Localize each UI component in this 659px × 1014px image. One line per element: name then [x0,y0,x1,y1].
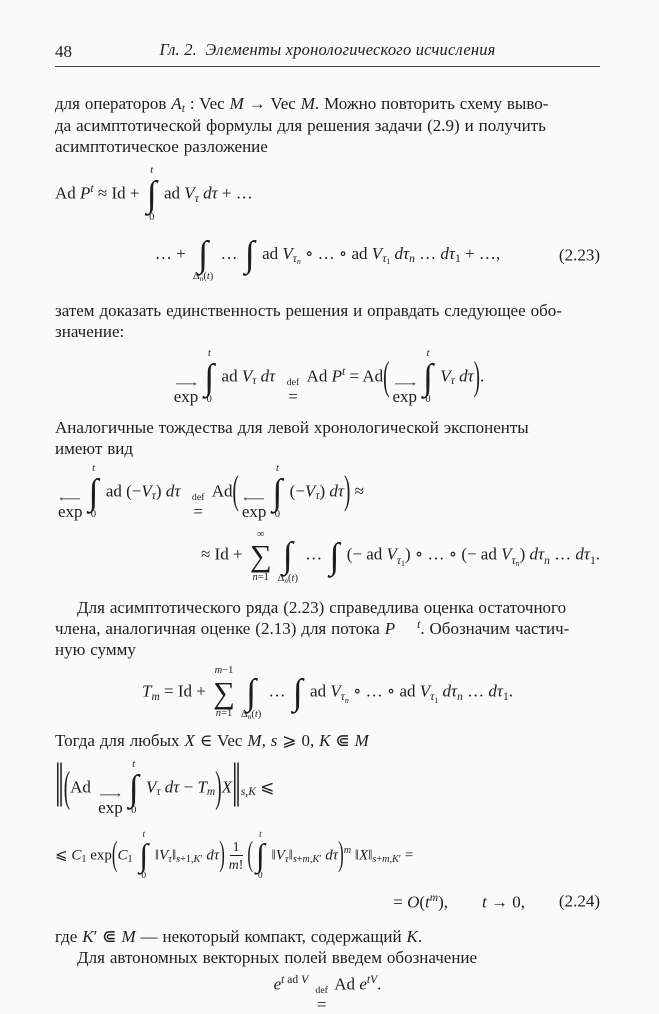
equation-number-2-23: (2.23) [558,245,600,265]
equation-2-24-line2: ⩽ C1 exp(C1 t ∫ 0 ‖Vτ‖s+1,K′ dτ) $\frac{1}{m!}$ ( t ∫ 0 ‖Vτ‖s+m,K′ dτ)m ‖X‖s+m,K′ = [55,829,414,881]
equation-2-23-line1: Ad Pt ≈ Id + t ∫ 0 ad Vτ dτ + … [55,165,253,223]
page-number: 48 [55,42,72,61]
equation-left-exp-line1: ⟵ exp t ∫ 0 ad (−Vτ) dτ def = Ad( ⟵ exp t ∫ 0 (−Vτ) dτ) ≈ [58,462,364,521]
equation-number-2-24: (2.24) [558,891,600,911]
equation-left-exp-line2: ≈ Id + ∞ ∑ n=1 ∫ Δn(t) … ∫ (− ad Vτ1) ∘ … ∘ (− ad Vτn) dτn … dτ1. [200,528,600,585]
paragraph-compact-note: где K′ ⋐ M — некоторый компакт, содержащий K. [55,926,423,946]
equation-autonomous-notation: et ad V def = Ad etV. [273,972,382,1014]
paragraph-left-exponential: Аналогичные тождества для левой хронологической экспоненты имеют вид [55,417,529,458]
equation-2-24-line1: ∥(Ad ⟶ exp t ∫ 0 Vτ dτ − Tm)X∥s,K ⩽ [55,758,275,817]
paragraph-autonomous: Для автономных векторных полей введем обозначение [77,947,478,967]
running-title: Гл. 2. Элементы хронологического исчисления [159,40,496,59]
paragraph-uniqueness: затем доказать единственность решения и оправдать следующее обо- значение: [55,300,562,341]
paragraph-remainder-estimate: Для асимптотического ряда (2.23) справедлива оценка остаточного члена, аналогичная оценке (2.13) для потока P t. Обозначим частич- ную сумму [55,598,570,660]
page-header [55,40,600,67]
equation-2-24-line3 [55,892,600,910]
equation-2-23-line2 [55,226,600,284]
paragraph-for-any: Тогда для любых X ∈ Vec M, s ⩾ 0, K ⋐ M [55,730,369,750]
equation-partial-sum: Tm = Id + m−1 ∑ n=1 ∫ Δn(t) … ∫ ad Vτn ∘ … ∘ ad Vτ1 dτn … dτ1. [141,665,513,722]
paragraph-intro: для операторов At : Vec M → Vec M. Можно повторить схему выво- да асимптотической формулы для решения задачи (2.9) и получить асимптотическое разложение [55,94,549,157]
formula-content: = O(tm), t → 0, [393,890,525,911]
formula-content: … + ∫ Δn(t) … ∫ ad Vτn ∘ … ∘ ad Vτ1 dτn … dτ1 + …, [154,232,501,284]
equation-exp-definition: ⟶ exp t ∫ 0 ad Vτ dτ def = Ad Pt = Ad( ⟶ exp t ∫ 0 Vτ dτ). [173,347,485,406]
